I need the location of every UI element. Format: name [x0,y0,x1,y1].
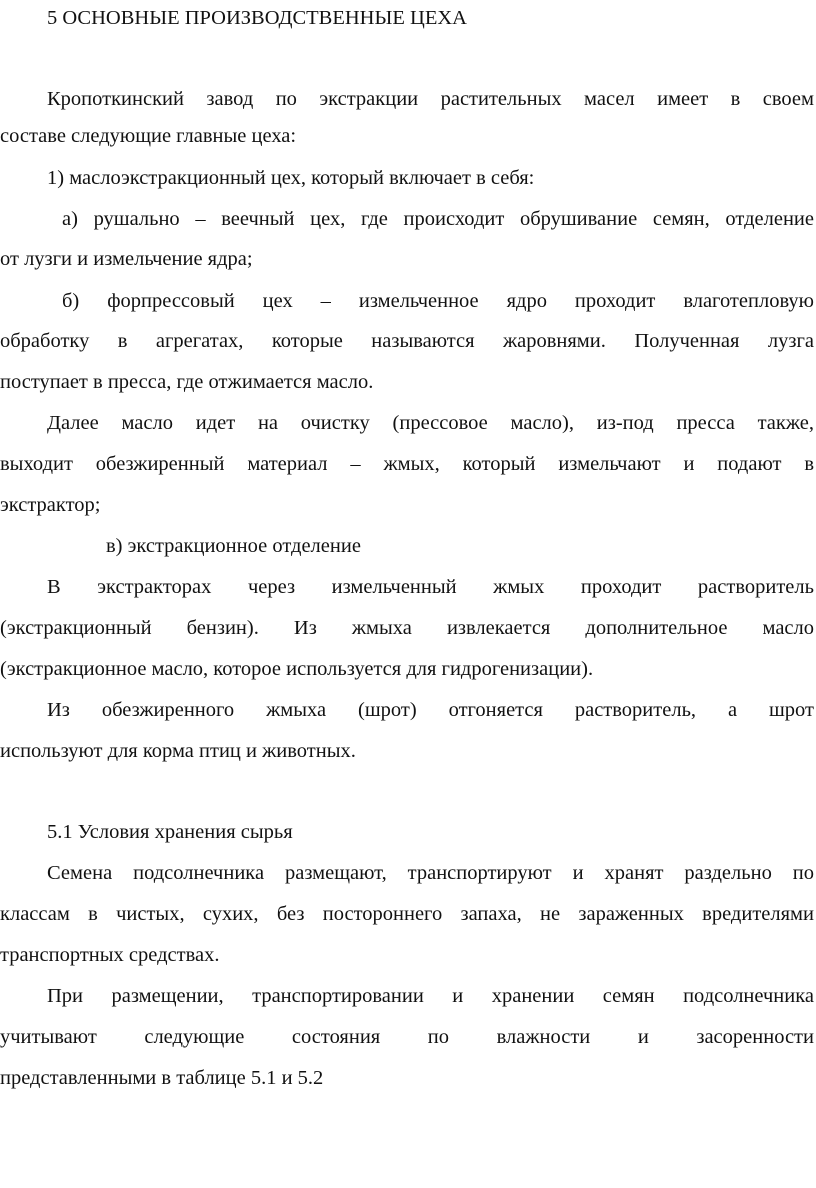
paragraph-line: используют для корма птиц и животных. [0,740,356,762]
paragraph-line: (экстракционный бензин). Из жмыха извлекается дополнительное масло [0,617,814,639]
list-item-line: в) экстракционное отделение [106,535,361,557]
paragraph-line: учитывают следующие состояния по влажности и засоренности [0,1026,814,1048]
paragraph-line: классам в чистых, сухих, без постороннего запаха, не зараженных вредителями [0,903,814,925]
paragraph-line: Из обезжиренного жмыха (шрот) отгоняется растворитель, а шрот [47,699,814,721]
list-item-line: 1) маслоэкстракционный цех, который включает в себя: [47,167,535,189]
paragraph-line: При размещении, транспортировании и хранении семян подсолнечника [47,985,814,1007]
list-item-line: а) рушально – веечный цех, где происходит обрушивание семян, отделение [62,208,814,230]
list-item-line: от лузги и измельчение ядра; [0,248,253,270]
section-heading: 5 ОСНОВНЫЕ ПРОИЗВОДСТВЕННЫЕ ЦЕХА [47,7,467,29]
paragraph-line: Кропоткинский завод по экстракции растительных масел имеет в своем [47,88,814,110]
paragraph-line: составе следующие главные цеха: [0,125,297,147]
paragraph-line: экстрактор; [0,494,101,516]
list-item-line: поступает в пресса, где отжимается масло. [0,371,374,393]
paragraph-line: выходит обезжиренный материал – жмых, который измельчают и подают в [0,453,814,475]
subsection-heading: 5.1 Условия хранения сырья [47,821,293,843]
paragraph-line: транспортных средствах. [0,944,220,966]
paragraph-line: Семена подсолнечника размещают, транспортируют и хранят раздельно по [47,862,814,884]
paragraph-line: представленными в таблице 5.1 и 5.2 [0,1067,324,1089]
paragraph-line: (экстракционное масло, которое используется для гидрогенизации). [0,658,594,680]
list-item-line: обработку в агрегатах, которые называются жаровнями. Полученная лузга [0,330,814,352]
paragraph-line: В экстракторах через измельченный жмых проходит растворитель [47,576,814,598]
paragraph-line: Далее масло идет на очистку (прессовое масло), из-под пресса также, [47,412,814,434]
list-item-line: б) форпрессовый цех – измельченное ядро проходит влаготепловую [62,290,814,312]
